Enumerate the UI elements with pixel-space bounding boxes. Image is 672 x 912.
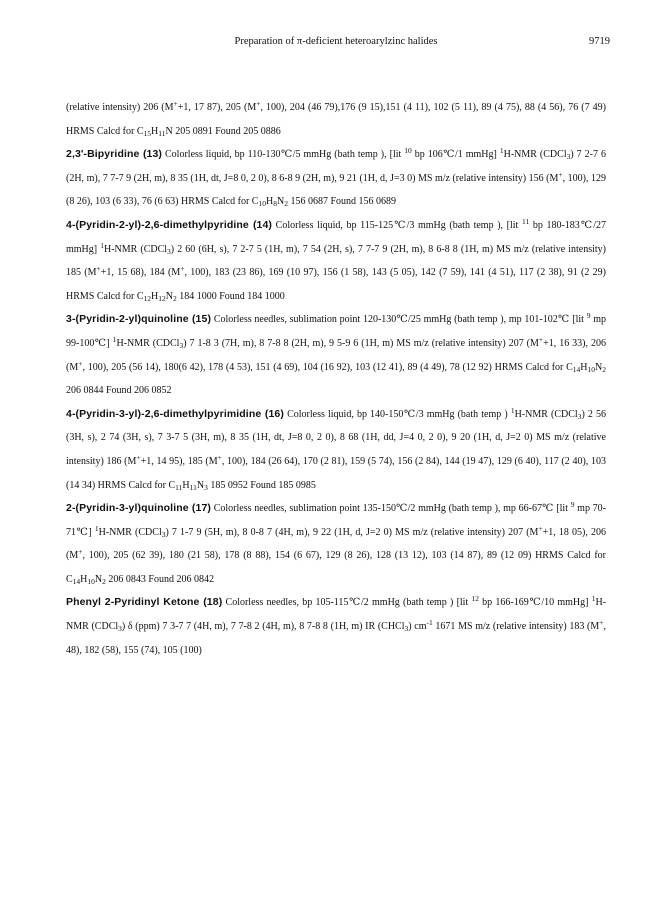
text-run: H xyxy=(80,573,88,585)
subscript: 2 xyxy=(172,293,177,303)
text-run: bp 106℃/1 mmHg] xyxy=(411,149,500,161)
text-run: (relative intensity) 206 (M xyxy=(66,102,174,113)
text-run: ) 7 1-8 3 (7H, m), 8 7-8 8 (2H, m), 9 5-9 6 (1H, m) MS m/z (relative intensity) 207 (M xyxy=(183,337,539,349)
subscript: 3 xyxy=(404,624,409,634)
text-run: ) 7 2-7 6 (2H, m), 7 7-7 9 (2H, m), 8 35 (1H, dt, J=8 0, 2 0), 8 6-8 9 (2H, m), 9 21 (1H, d, J=3 0) MS m/z (relative intensity) 156 (M xyxy=(66,149,606,184)
text-run: ) cm xyxy=(408,621,427,633)
text-run: Colorless liquid, bp 140-150℃/3 mmHg (bath temp ) xyxy=(283,408,511,420)
text-run: +1, 14 95), 185 (M xyxy=(140,455,218,467)
text-run: H-NMR (CDCl xyxy=(66,597,606,633)
text-run: ) 7 1-7 9 (5H, m), 8 0-8 7 (4H, m), 9 22 (1H, d, J=2 0) MS m/z (relative intensity) 207 (M xyxy=(165,526,539,538)
text-run: H-NMR (CDCl xyxy=(103,243,168,255)
compound-entry-continued xyxy=(66,96,606,143)
superscript: + xyxy=(558,169,563,179)
experimental-data-body xyxy=(66,96,606,662)
text-run: N xyxy=(595,361,603,373)
text-run: +1, 17 87), 205 (M xyxy=(177,102,257,113)
text-run: Colorless needles, sublimation point 135-150℃/2 mmHg (bath temp ), mp 66-67℃ [lit xyxy=(210,503,571,515)
text-run: H-NMR (CDCl xyxy=(116,337,180,349)
subscript: 3 xyxy=(577,411,582,421)
subscript: 15 xyxy=(143,128,151,138)
subscript: 3 xyxy=(179,340,184,350)
subscript: 11 xyxy=(175,482,183,492)
text-run: +1, 16 33), 206 (M xyxy=(66,337,606,373)
compound-name: 2-(Pyridin-3-yl)quinoline (17) xyxy=(66,502,211,515)
text-run: H xyxy=(151,125,159,137)
text-run: Colorless needles, sublimation point 120-130℃/25 mmHg (bath temp ), mp 101-102℃ [lit xyxy=(211,314,587,326)
subscript: 10 xyxy=(258,199,266,209)
text-run: H xyxy=(580,361,588,373)
superscript: + xyxy=(256,99,261,108)
text-run: N xyxy=(196,479,205,491)
superscript: 12 xyxy=(471,594,479,604)
text-run: , 100), 184 (26 64), 170 (2 81), 159 (5 74), 156 (2 84), 144 (19 47), 129 (6 40), 117 (2 40), 103 (14 34) HRMS Calcd for C xyxy=(66,455,606,491)
superscript: 1 xyxy=(510,405,515,415)
superscript: + xyxy=(78,547,83,557)
subscript: 10 xyxy=(587,364,596,374)
superscript: 9 xyxy=(586,311,591,321)
text-run: N xyxy=(165,290,173,302)
text-run: mp 70-71℃] xyxy=(66,503,607,538)
subscript: 3 xyxy=(167,246,171,256)
text-run: N xyxy=(276,196,285,208)
subscript: 10 xyxy=(87,576,95,586)
text-run: Colorless liquid, bp 115-125℃/3 mmHg (bath temp ), [lit xyxy=(272,219,522,231)
page-number: 9719 xyxy=(589,36,610,47)
subscript: 3 xyxy=(118,624,122,634)
text-run: Colorless needles, bp 105-115℃/2 mmHg (bath temp ) [lit xyxy=(222,597,472,609)
text-run: 1671 MS m/z (relative intensity) 183 (M xyxy=(432,621,600,633)
superscript: + xyxy=(538,523,543,533)
subscript: 3 xyxy=(566,152,571,162)
superscript: 11 xyxy=(521,216,530,226)
subscript: 11 xyxy=(189,482,197,492)
superscript: 1 xyxy=(591,594,596,604)
text-run: bp 166-169℃/10 mmHg] xyxy=(478,597,592,609)
text-run: Colorless liquid, bp 110-130℃/5 mmHg (bath temp ), [lit xyxy=(162,149,405,161)
text-run: H-NMR (CDCl xyxy=(514,408,578,420)
subscript: 12 xyxy=(158,293,166,303)
text-run: H xyxy=(151,290,159,302)
superscript: + xyxy=(78,358,83,368)
text-run: H xyxy=(265,196,274,208)
text-run: H-NMR (CDCl xyxy=(503,149,567,161)
subscript: 2 xyxy=(602,364,606,374)
superscript: 1 xyxy=(112,334,117,344)
subscript: 2 xyxy=(102,576,106,586)
text-run: , 100), 205 (56 14), 180(6 42), 178 (4 53), 151 (4 69), 104 (16 92), 103 (12 41), 89 (4 49), 78 (12 92) HRMS Calcd for C xyxy=(82,361,573,373)
superscript: + xyxy=(180,264,185,274)
superscript: 1 xyxy=(499,146,504,156)
superscript: + xyxy=(173,99,178,108)
superscript: + xyxy=(96,264,101,274)
compound-name: 2,3'-Bipyridine (13) xyxy=(66,148,163,161)
text-run: , 100), 204 (46 79),176 (9 15),151 (4 11), 102 (5 11), 89 (4 75), 88 (4 56), 76 (7 49) HRMS Calcd for C xyxy=(66,102,606,137)
compound-entry-17 xyxy=(66,497,606,591)
text-run: 206 0844 Found 206 0852 xyxy=(66,385,172,397)
text-run: N 205 0891 Found 205 0886 xyxy=(165,125,281,137)
text-run: ) δ (ppm) 7 3-7 7 (4H, m), 7 7-8 2 (4H, m), 8 7-8 8 (1H, m) IR (CHCl xyxy=(121,621,405,633)
superscript: + xyxy=(136,452,141,462)
subscript: 2 xyxy=(284,199,288,209)
superscript: + xyxy=(599,618,604,628)
text-run: ) 2 60 (6H, s), 7 2-7 5 (1H, m), 7 54 (2H, s), 7 7-7 9 (2H, m), 8 6-8 8 (1H, m) MS m/z (relative intensity) 185 (M xyxy=(66,243,606,279)
subscript: 14 xyxy=(72,576,81,586)
superscript: 1 xyxy=(94,523,99,533)
text-run: 156 0687 Found 156 0689 xyxy=(287,196,397,208)
running-head-title: Preparation of π-deficient heteroarylzinc halides xyxy=(234,36,438,47)
superscript: + xyxy=(538,334,544,344)
text-run: N xyxy=(94,573,103,585)
text-run: +1, 18 05), 206 (M xyxy=(66,526,606,562)
text-run: bp 180-183℃/27 mmHg] xyxy=(66,219,607,255)
text-run: , 100), 205 (62 39), 180 (21 58), 178 (8 88), 154 (6 67), 129 (8 26), 128 (13 12), 103 (14 87), 89 (12 09) HRMS Calcd for C xyxy=(66,550,606,585)
running-head xyxy=(0,36,672,50)
subscript: 3 xyxy=(204,482,208,492)
superscript: 1 xyxy=(100,240,104,250)
superscript: 10 xyxy=(404,146,412,156)
subscript: 3 xyxy=(161,529,166,539)
subscript: 14 xyxy=(572,364,581,374)
superscript: + xyxy=(217,452,222,462)
text-run: , 100), 129 (8 26), 103 (6 33), 76 (6 63) HRMS Calcd for C xyxy=(66,172,606,208)
text-run: H-NMR (CDCl xyxy=(98,526,162,538)
compound-entry-14 xyxy=(66,214,606,308)
compound-name: Phenyl 2-Pyridinyl Ketone (18) xyxy=(66,596,223,609)
compound-name: 4-(Pyridin-3-yl)-2,6-dimethylpyrimidine (16) xyxy=(66,407,284,420)
superscript: -1 xyxy=(426,618,433,628)
compound-entry-13 xyxy=(66,143,606,214)
text-run: mp 99-100℃] xyxy=(66,314,607,349)
text-run: ) 2 56 (3H, s), 2 74 (3H, s), 7 3-7 5 (3H, m), 8 35 (1H, dt, J=8 0, 2 0), 8 68 (1H, dd, J=4 0, 2 0), 9 20 (1H, d, J=2 0) MS m/z (relative intensity) 186 (M xyxy=(66,408,606,467)
compound-name: 4-(Pyridin-2-yl)-2,6-dimethylpyridine (14) xyxy=(66,218,273,231)
text-run: , 48), 182 (58), 155 (74), 105 (100) xyxy=(66,621,607,656)
subscript: 8 xyxy=(273,199,277,209)
subscript: 11 xyxy=(158,128,166,138)
text-run: H xyxy=(182,479,190,491)
compound-entry-18 xyxy=(66,591,606,662)
compound-entry-15 xyxy=(66,308,606,402)
subscript: 12 xyxy=(143,293,151,303)
compound-entry-16 xyxy=(66,403,606,497)
text-run: +1, 15 68), 184 (M xyxy=(100,267,181,279)
text-run: 206 0843 Found 206 0842 xyxy=(105,573,214,585)
text-run: , 100), 183 (23 86), 169 (10 97), 156 (1 58), 143 (5 05), 142 (7 59), 141 (4 51), 117 (2 38), 91 (2 29) HRMS Calcd for C xyxy=(66,267,606,302)
compound-name: 3-(Pyridin-2-yl)quinoline (15) xyxy=(66,313,212,326)
superscript: 9 xyxy=(570,500,575,510)
text-run: 185 0952 Found 185 0985 xyxy=(207,479,316,491)
text-run: 184 1000 Found 184 1000 xyxy=(176,290,285,302)
